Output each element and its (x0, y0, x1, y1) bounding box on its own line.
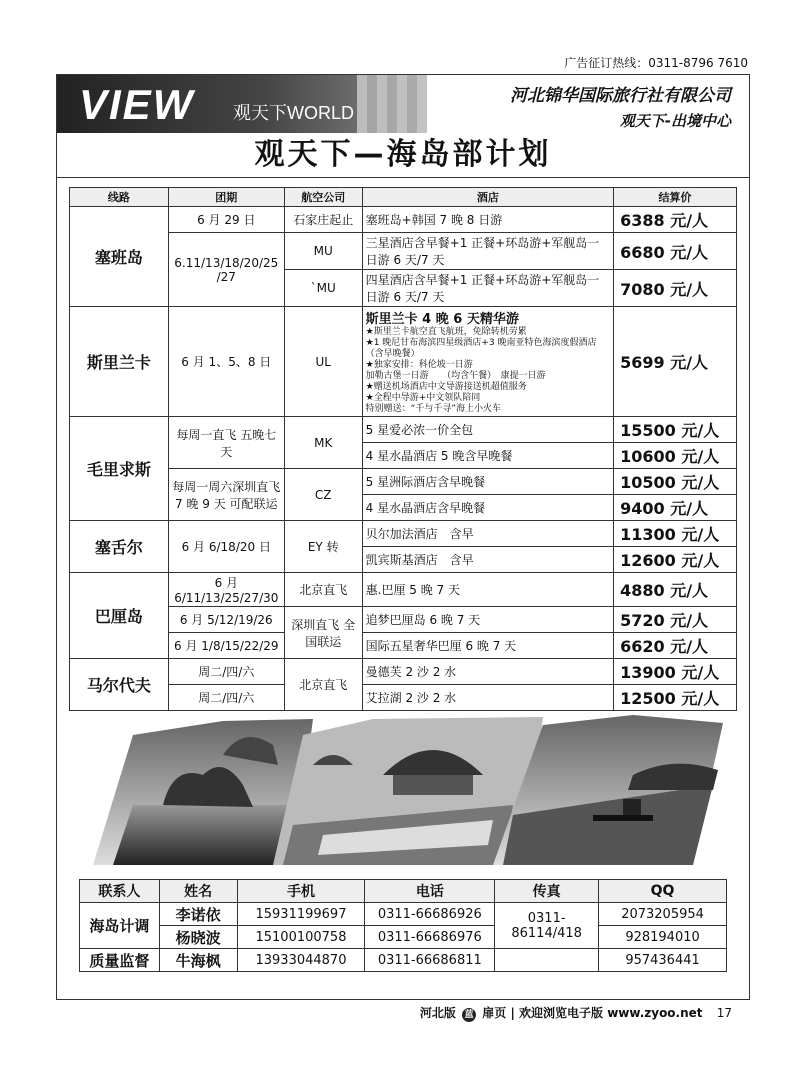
airline-cell: CZ (284, 469, 362, 521)
airline-cell: MU (284, 233, 362, 270)
date-cell: 周二/四/六 (168, 685, 284, 711)
airline-cell: 深圳直飞 全国联运 (284, 607, 362, 659)
contact-mobile: 13933044870 (237, 949, 365, 972)
date-cell: 6 月 1、5、8 日 (168, 307, 284, 417)
price-cell: 12500 元/人 (614, 685, 737, 711)
date-cell: 6.11/13/18/20/25 /27 (168, 233, 284, 307)
hotel-cell: 贝尔加法酒店 含早 (362, 521, 613, 547)
contact-table (79, 879, 727, 972)
col-dates: 团期 (168, 188, 284, 207)
logo-view-text: VIEW (79, 81, 195, 128)
srilanka-itinerary (362, 307, 613, 417)
col-price: 结算价 (614, 188, 737, 207)
contact-name: 李诺依 (159, 903, 237, 926)
page-footer (420, 1004, 732, 1022)
footer-welcome-link[interactable]: 欢迎浏览电子版 www.zyoo.net (519, 1006, 703, 1020)
airline-cell: UL (284, 307, 362, 417)
airline-cell: 北京直飞 (284, 659, 362, 711)
contact-phone: 0311-66686976 (365, 926, 495, 949)
itinerary-line: ★全程中导游+中文领队陪同 (365, 393, 481, 403)
footer-section: 扉页 (482, 1006, 507, 1020)
table-row (70, 633, 737, 659)
island-photo-collage (73, 715, 733, 873)
table-row (70, 685, 737, 711)
header-banner (57, 75, 749, 133)
footer-edition: 河北版 (419, 1006, 456, 1020)
dest-bali: 巴厘岛 (70, 573, 169, 659)
date-cell: 周二/四/六 (168, 659, 284, 685)
contact-fax-empty (495, 949, 599, 972)
table-row (70, 307, 737, 417)
contact-qq: 2073205954 (599, 903, 727, 926)
contact-name: 杨晓波 (159, 926, 237, 949)
contact-name: 牛海枫 (159, 949, 237, 972)
airline-cell: 北京直飞 (284, 573, 362, 607)
table-row (70, 659, 737, 685)
itinerary-line: ★斯里兰卡航空直飞航班，免除转机劳累 (365, 327, 527, 337)
date-cell: 6 月 6/18/20 日 (168, 521, 284, 573)
page-number: 17 (716, 1006, 732, 1020)
hotel-cell: 曼德芙 2 沙 2 水 (362, 659, 613, 685)
col-airline: 航空公司 (284, 188, 362, 207)
hotel-cell: 5 星洲际酒店含早晚餐 (362, 469, 613, 495)
hotel-cell: 5 星爱必浓一价全包 (362, 417, 613, 443)
itinerary-title: 斯里兰卡 4 晚 6 天精华游 (365, 312, 519, 327)
footer-divider: | (510, 1006, 520, 1020)
logo-stripes (357, 75, 427, 133)
price-cell: 5720 元/人 (614, 607, 737, 633)
price-cell: 6388 元/人 (614, 207, 737, 233)
contact-group: 海岛计调 (80, 903, 160, 949)
hotel-cell: 4 星水晶酒店 5 晚含早晚餐 (362, 443, 613, 469)
price-cell: 15500 元/人 (614, 417, 737, 443)
itinerary-line: 特别赠送：“千与千寻”海上小火车 (365, 404, 501, 414)
table-row (70, 417, 737, 443)
itinerary-line: ★1 晚尼甘布海滨四星级酒店+3 晚南亚特色海滨度假酒店（含早晚餐） (365, 338, 597, 359)
price-cell: 13900 元/人 (614, 659, 737, 685)
date-cell: 6 月 5/12/19/26 (168, 607, 284, 633)
airline-cell: EY 转 (284, 521, 362, 573)
hotel-cell: 凯宾斯基酒店 含早 (362, 547, 613, 573)
island-plan-table (69, 187, 737, 711)
dest-maldives: 马尔代夫 (70, 659, 169, 711)
hotel-cell: 塞班岛+韩国 7 晚 8 日游 (362, 207, 613, 233)
col-route: 线路 (70, 188, 169, 207)
contact-header-row (80, 880, 727, 903)
date-cell: 6 月 6/11/13/25/27/30 (168, 573, 284, 607)
table-row (80, 926, 727, 949)
itinerary-line: ★赠送机场酒店中文导游接送机超值服务 (365, 382, 527, 392)
price-cell: 6680 元/人 (614, 233, 737, 270)
price-cell: 6620 元/人 (614, 633, 737, 659)
contact-qq: 928194010 (599, 926, 727, 949)
date-cell: 每周一直飞 五晚七天 (168, 417, 284, 469)
table-row (80, 949, 727, 972)
col-qq: QQ (599, 880, 727, 903)
col-fax: 传真 (495, 880, 599, 903)
table-row (80, 903, 727, 926)
blue-badge-icon: 蓝 (462, 1008, 476, 1022)
price-cell: 5699 元/人 (614, 307, 737, 417)
airline-cell: MK (284, 417, 362, 469)
price-cell: 10600 元/人 (614, 443, 737, 469)
contact-mobile: 15100100758 (237, 926, 365, 949)
col-phone: 电话 (365, 880, 495, 903)
plan-header-row (70, 188, 737, 207)
col-hotel: 酒店 (362, 188, 613, 207)
table-row (70, 521, 737, 547)
hotel-cell: 4 星水晶酒店含早晚餐 (362, 495, 613, 521)
hotel-cell: 艾拉湖 2 沙 2 水 (362, 685, 613, 711)
col-name: 姓名 (159, 880, 237, 903)
logo-world-text: 观天下WORLD (233, 103, 354, 123)
price-cell: 12600 元/人 (614, 547, 737, 573)
table-row (70, 573, 737, 607)
hotel-cell: 追梦巴厘岛 6 晚 7 天 (362, 607, 613, 633)
company-block (510, 81, 731, 131)
table-row (70, 607, 737, 633)
division-name: 观天下-出境中心 (619, 112, 731, 130)
date-cell: 6 月 29 日 (168, 207, 284, 233)
date-cell: 每周一周六深圳直飞 7 晚 9 天 可配联运 (168, 469, 284, 521)
company-name: 河北锦华国际旅行社有限公司 (510, 86, 731, 106)
hotel-cell: 四星酒店含早餐+1 正餐+环岛游+军舰岛一日游 6 天/7 天 (362, 270, 613, 307)
ad-hotline: 广告征订热线：0311-8796 7610 (564, 56, 748, 70)
contact-mobile: 15931199697 (237, 903, 365, 926)
contact-phone: 0311-66686926 (365, 903, 495, 926)
hotel-cell: 三星酒店含早餐+1 正餐+环岛游+军舰岛一日游 6 天/7 天 (362, 233, 613, 270)
airline-cell: 石家庄起止 (284, 207, 362, 233)
col-mobile: 手机 (237, 880, 365, 903)
col-contact: 联系人 (80, 880, 160, 903)
page-frame (56, 74, 750, 1000)
price-cell: 11300 元/人 (614, 521, 737, 547)
page-title: 观天下—海岛部计划 (57, 133, 749, 178)
table-row (70, 233, 737, 270)
hotel-cell: 国际五星奢华巴厘 6 晚 7 天 (362, 633, 613, 659)
dest-saipan: 塞班岛 (70, 207, 169, 307)
itinerary-line: ★独家安排：科伦坡一日游 (365, 360, 473, 370)
contact-phone: 0311-66686811 (365, 949, 495, 972)
dest-mauritius: 毛里求斯 (70, 417, 169, 521)
date-cell: 6 月 1/8/15/22/29 (168, 633, 284, 659)
contact-group: 质量监督 (80, 949, 160, 972)
hotel-cell: 惠.巴厘 5 晚 7 天 (362, 573, 613, 607)
price-cell: 4880 元/人 (614, 573, 737, 607)
airline-cell: `MU (284, 270, 362, 307)
price-cell: 9400 元/人 (614, 495, 737, 521)
table-row (70, 469, 737, 495)
view-world-logo (57, 75, 427, 133)
dest-seychelles: 塞舌尔 (70, 521, 169, 573)
contact-fax: 0311-86114/418 (495, 903, 599, 949)
itinerary-line: 加勒古堡一日游 （均含午餐） 康提一日游 (365, 371, 546, 381)
price-cell: 7080 元/人 (614, 270, 737, 307)
dest-srilanka: 斯里兰卡 (70, 307, 169, 417)
table-row (70, 207, 737, 233)
contact-qq: 957436441 (599, 949, 727, 972)
price-cell: 10500 元/人 (614, 469, 737, 495)
